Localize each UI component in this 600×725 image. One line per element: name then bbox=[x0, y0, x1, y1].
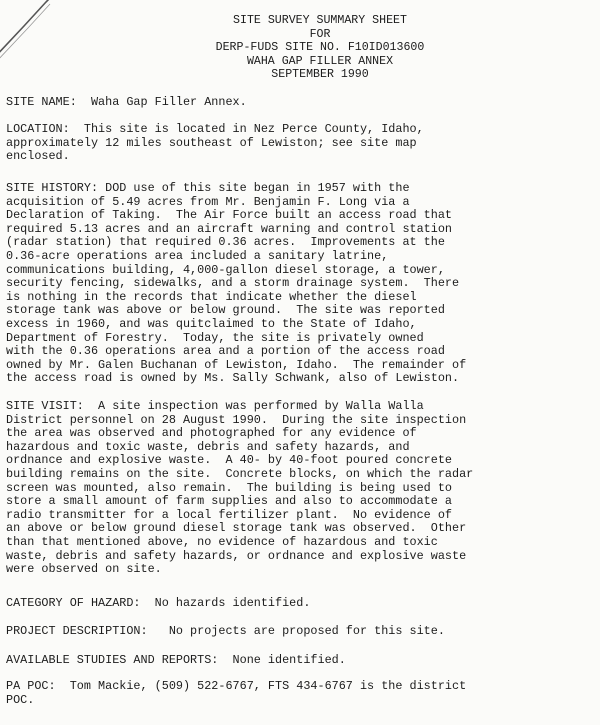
text-line: communications building, 4,000-gallon diesel storage, a tower, bbox=[6, 262, 445, 277]
text-line: radio transmitter for a local fertilizer plant. No evidence of bbox=[6, 507, 452, 522]
text-line: LOCATION: This site is located in Nez Perce County, Idaho, bbox=[6, 122, 424, 136]
text-line: 0.36-acre operations area included a sanitary latrine, bbox=[6, 248, 389, 263]
site-name-section bbox=[6, 96, 247, 110]
text-line: the area was observed and photographed for any evidence of bbox=[6, 426, 417, 441]
text-line: with the 0.36 operations area and a portion of the access road bbox=[6, 344, 445, 359]
text-line: POC. bbox=[6, 692, 35, 707]
header-line: SEPTEMBER 1990 bbox=[271, 68, 369, 81]
text-line: SITE VISIT: A site inspection was performed by Walla Walla bbox=[6, 399, 424, 413]
text-line: owned by Mr. Galen Buchanan of Lewiston, Idaho. The remainder of bbox=[6, 357, 467, 372]
text-line: District personnel on 28 August 1990. During the site inspection bbox=[6, 412, 467, 427]
text-line: store a small amount of farm supplies and also to accommodate a bbox=[6, 494, 452, 509]
category-of-hazard-section bbox=[6, 597, 310, 611]
text-line: CATEGORY OF HAZARD: No hazards identified. bbox=[6, 596, 311, 610]
text-line: SITE HISTORY: DOD use of this site began in 1957 with the bbox=[6, 181, 410, 195]
project-description-section bbox=[6, 625, 445, 639]
text-line: excess in 1960, and was quitclaimed to the State of Idaho, bbox=[6, 316, 417, 331]
pa-poc-section bbox=[6, 680, 466, 707]
document-header bbox=[50, 14, 590, 82]
text-line: PROJECT DESCRIPTION: No projects are proposed for this site. bbox=[6, 624, 445, 638]
location-section bbox=[6, 123, 424, 164]
survey-summary-sheet bbox=[30, 14, 590, 82]
text-line: Declaration of Taking. The Air Force built an access road that bbox=[6, 208, 452, 223]
available-studies-section bbox=[6, 654, 346, 668]
text-line: approximately 12 miles southeast of Lewiston; see site map bbox=[6, 135, 417, 150]
text-line: an above or below ground diesel storage tank was observed. Other bbox=[6, 521, 467, 536]
text-line: ordnance and explosive waste. A 40- by 40-foot poured concrete bbox=[6, 453, 452, 468]
text-line: storage tank was above or below ground. The site was reported bbox=[6, 303, 445, 318]
text-line: Department of Forestry. Today, the site is privately owned bbox=[6, 330, 424, 345]
header-line: FOR bbox=[309, 27, 331, 41]
text-line: SITE NAME: Waha Gap Filler Annex. bbox=[6, 95, 247, 109]
text-line: is nothing in the records that indicate whether the diesel bbox=[6, 289, 417, 304]
text-line: building remains on the site. Concrete blocks, on which the radar bbox=[6, 466, 474, 481]
text-line: (radar station) that required 0.36 acres. Improvements at the bbox=[6, 235, 445, 250]
text-line: screen was mounted, also remain. The building is being used to bbox=[6, 480, 452, 495]
header-line: WAHA GAP FILLER ANNEX bbox=[246, 54, 394, 68]
text-line: security fencing, sidewalks, and a storm drainage system. There bbox=[6, 276, 460, 291]
text-line: hazardous and toxic waste, debris and safety hazards, and bbox=[6, 439, 410, 454]
text-line: the access road is owned by Ms. Sally Schwank, also of Lewiston. bbox=[6, 371, 460, 386]
site-history-section bbox=[6, 182, 466, 386]
text-line: waste, debris and safety hazards, or ordnance and explosive waste bbox=[6, 548, 467, 563]
text-line: AVAILABLE STUDIES AND REPORTS: None identified. bbox=[6, 653, 346, 667]
text-line: acquisition of 5.49 acres from Mr. Benjamin F. Long via a bbox=[6, 194, 410, 209]
text-line: were observed on site. bbox=[6, 562, 162, 577]
text-line: than that mentioned above, no evidence of hazardous and toxic bbox=[6, 534, 438, 549]
site-visit-section bbox=[6, 400, 473, 577]
text-line: PA POC: Tom Mackie, (509) 522-6767, FTS 434-6767 is the district bbox=[6, 679, 467, 693]
text-line: enclosed. bbox=[6, 149, 70, 164]
header-line: DERP-FUDS SITE NO. F10ID013600 bbox=[215, 41, 425, 54]
header-line: SITE SURVEY SUMMARY SHEET bbox=[233, 14, 407, 27]
text-line: required 5.13 acres and an aircraft warning and control station bbox=[6, 221, 452, 236]
